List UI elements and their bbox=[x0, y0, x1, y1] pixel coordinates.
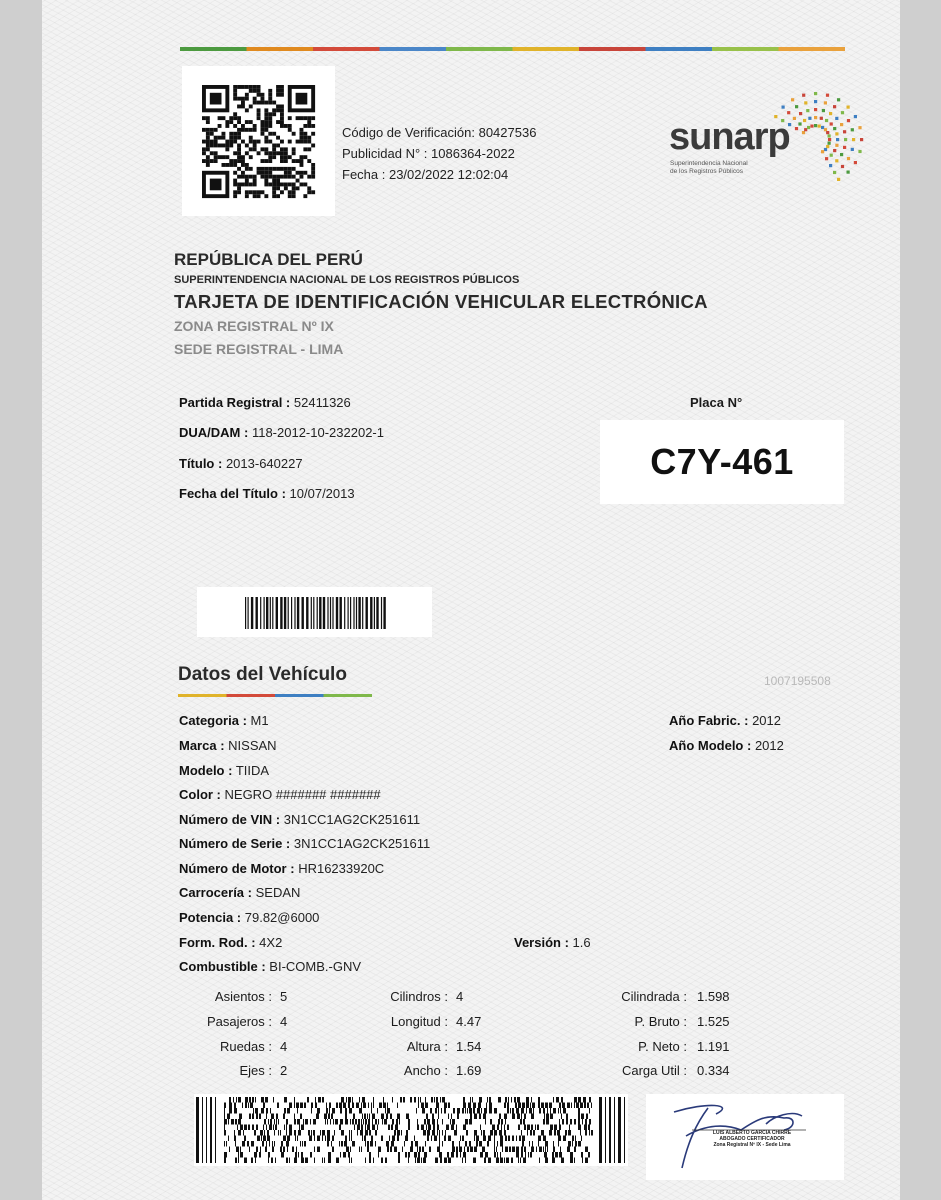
carroceria-field bbox=[179, 885, 300, 900]
marca-value: NISSAN bbox=[228, 738, 277, 753]
pasajeros-value: 4 bbox=[280, 1014, 288, 1029]
pasajeros-label: Pasajeros : bbox=[206, 1014, 272, 1029]
logo-subtitle bbox=[670, 160, 790, 176]
motor-field bbox=[179, 861, 384, 876]
modelo-value: TIIDA bbox=[235, 763, 270, 778]
version-label: Versión : bbox=[514, 935, 569, 950]
anio-modelo-label: Año Modelo : bbox=[669, 738, 752, 753]
anio-fabric-label: Año Fabric. : bbox=[669, 713, 749, 728]
section-underline bbox=[178, 694, 372, 697]
asientos-label: Asientos : bbox=[214, 989, 272, 1004]
altura-label: Altura : bbox=[406, 1039, 448, 1054]
dua-field bbox=[179, 425, 384, 440]
color-field bbox=[179, 787, 381, 802]
ancho-label: Ancho : bbox=[403, 1063, 448, 1078]
agency-title: SUPERINTENDENCIA NACIONAL DE LOS REGISTROS PÚBLICOS bbox=[174, 274, 520, 286]
ancho-value: 1.69 bbox=[456, 1063, 482, 1078]
motor-label: Número de Motor : bbox=[179, 861, 295, 876]
signature-role: ABOGADO CERTIFICADOR bbox=[719, 1136, 785, 1142]
vin-value: 3N1CC1AG2CK251611 bbox=[283, 812, 421, 827]
pdf417-barcode-icon bbox=[194, 1094, 628, 1166]
combustible-value: BI-COMB.-GNV bbox=[269, 959, 362, 974]
ejes-label: Ejes : bbox=[239, 1063, 272, 1078]
country-title: REPÚBLICA DEL PERÚ bbox=[174, 250, 363, 269]
anio-modelo-field bbox=[669, 738, 784, 753]
carga-value: 0.334 bbox=[697, 1063, 730, 1078]
cilindrada-value: 1.598 bbox=[697, 989, 730, 1004]
signature-name: LUIS ALBERTO GARCIA CHIRRE bbox=[712, 1130, 792, 1136]
marca-label: Marca : bbox=[179, 738, 225, 753]
cilindros-label: Cilindros : bbox=[390, 989, 448, 1004]
fecha-titulo-value: 10/07/2013 bbox=[289, 486, 355, 501]
cilindros-value: 4 bbox=[456, 989, 464, 1004]
potencia-label: Potencia : bbox=[179, 910, 242, 925]
combustible-field bbox=[179, 959, 361, 974]
anio-modelo-value: 2012 bbox=[754, 738, 784, 753]
partida-label: Partida Registral : bbox=[179, 395, 291, 410]
pbruto-label: P. Bruto : bbox=[634, 1014, 687, 1029]
cilindrada-label: Cilindrada : bbox=[621, 989, 687, 1004]
titulo-value: 2013-640227 bbox=[225, 456, 303, 471]
vin-label: Número de VIN : bbox=[179, 812, 281, 827]
potencia-value: 79.82@6000 bbox=[244, 910, 320, 925]
fecha-titulo-label: Fecha del Título : bbox=[179, 486, 286, 501]
asientos-value: 5 bbox=[280, 989, 288, 1004]
titulo-field bbox=[179, 456, 303, 471]
formrod-label: Form. Rod. : bbox=[179, 935, 256, 950]
carroceria-value: SEDAN bbox=[255, 885, 301, 900]
pneto-label: P. Neto : bbox=[638, 1039, 687, 1054]
dua-value: 118-2012-10-232202-1 bbox=[251, 425, 384, 440]
signature-office: Zona Registral Nº IX - Sede Lima bbox=[713, 1142, 791, 1148]
serie-label: Número de Serie : bbox=[179, 836, 291, 851]
anio-fabric-field bbox=[669, 713, 781, 728]
logo-sub-line2: de los Registros Públicos bbox=[670, 168, 743, 175]
qr-code-box bbox=[182, 66, 335, 216]
marca-field bbox=[179, 738, 277, 753]
version-value: 1.6 bbox=[572, 935, 591, 950]
logo-sub-line1: Superintendencia Nacional bbox=[670, 160, 748, 167]
verification-code: Código de Verificación: 80427536 bbox=[342, 125, 537, 140]
categoria-value: M1 bbox=[250, 713, 269, 728]
formrod-field bbox=[179, 935, 282, 950]
carroceria-label: Carrocería : bbox=[179, 885, 252, 900]
serie-field bbox=[179, 836, 430, 851]
formrod-value: 4X2 bbox=[259, 935, 283, 950]
altura-value: 1.54 bbox=[456, 1039, 482, 1054]
color-label: Color : bbox=[179, 787, 221, 802]
potencia-field bbox=[179, 910, 319, 925]
color-value: NEGRO ####### ####### bbox=[224, 787, 381, 802]
pbruto-value: 1.525 bbox=[697, 1014, 730, 1029]
pdf417-barcode-box bbox=[194, 1094, 628, 1166]
logo-word: sunarp bbox=[669, 116, 790, 158]
signature-box bbox=[646, 1094, 844, 1180]
qr-code-icon bbox=[182, 66, 335, 216]
publicity-number: Publicidad N° : 1086364-2022 bbox=[342, 146, 515, 161]
verification-info bbox=[342, 122, 536, 185]
longitud-value: 4.47 bbox=[456, 1014, 482, 1029]
signature-caption bbox=[692, 1130, 812, 1148]
office-label: SEDE REGISTRAL - LIMA bbox=[174, 341, 344, 357]
partida-value: 52411326 bbox=[293, 395, 351, 410]
issue-date: Fecha : 23/02/2022 12:02:04 bbox=[342, 167, 509, 182]
combustible-label: Combustible : bbox=[179, 959, 266, 974]
version-field bbox=[514, 935, 591, 950]
plate-number: C7Y-461 bbox=[650, 441, 794, 482]
vin-field bbox=[179, 812, 420, 827]
barcode-box bbox=[197, 587, 432, 637]
motor-value: HR16233920C bbox=[298, 861, 385, 876]
document-title: TARJETA DE IDENTIFICACIÓN VEHICULAR ELECTRÓNICA bbox=[174, 291, 708, 312]
top-color-stripe bbox=[180, 47, 845, 51]
plate-label: Placa N° bbox=[690, 395, 743, 410]
serie-value: 3N1CC1AG2CK251611 bbox=[293, 836, 431, 851]
titulo-label: Título : bbox=[179, 456, 223, 471]
anio-fabric-value: 2012 bbox=[752, 713, 781, 728]
categoria-label: Categoria : bbox=[179, 713, 247, 728]
vehicle-card-document bbox=[42, 0, 900, 1200]
vehicle-section-title: Datos del Vehículo bbox=[178, 664, 347, 685]
barcode-icon bbox=[197, 587, 432, 637]
zone-label: ZONA REGISTRAL Nº IX bbox=[174, 318, 334, 334]
ruedas-label: Ruedas : bbox=[219, 1039, 272, 1054]
carga-label: Carga Util : bbox=[621, 1063, 687, 1078]
modelo-label: Modelo : bbox=[179, 763, 233, 778]
pneto-value: 1.191 bbox=[697, 1039, 730, 1054]
sunarp-logo bbox=[664, 80, 864, 190]
dua-label: DUA/DAM : bbox=[179, 425, 249, 440]
ejes-value: 2 bbox=[280, 1063, 288, 1078]
categoria-field bbox=[179, 713, 269, 728]
plate-box bbox=[600, 420, 844, 504]
fecha-titulo-field bbox=[179, 486, 355, 501]
longitud-label: Longitud : bbox=[390, 1014, 448, 1029]
faint-serial: 1007195508 bbox=[764, 674, 831, 688]
modelo-field bbox=[179, 763, 269, 778]
ruedas-value: 4 bbox=[280, 1039, 288, 1054]
partida-field bbox=[179, 395, 351, 410]
